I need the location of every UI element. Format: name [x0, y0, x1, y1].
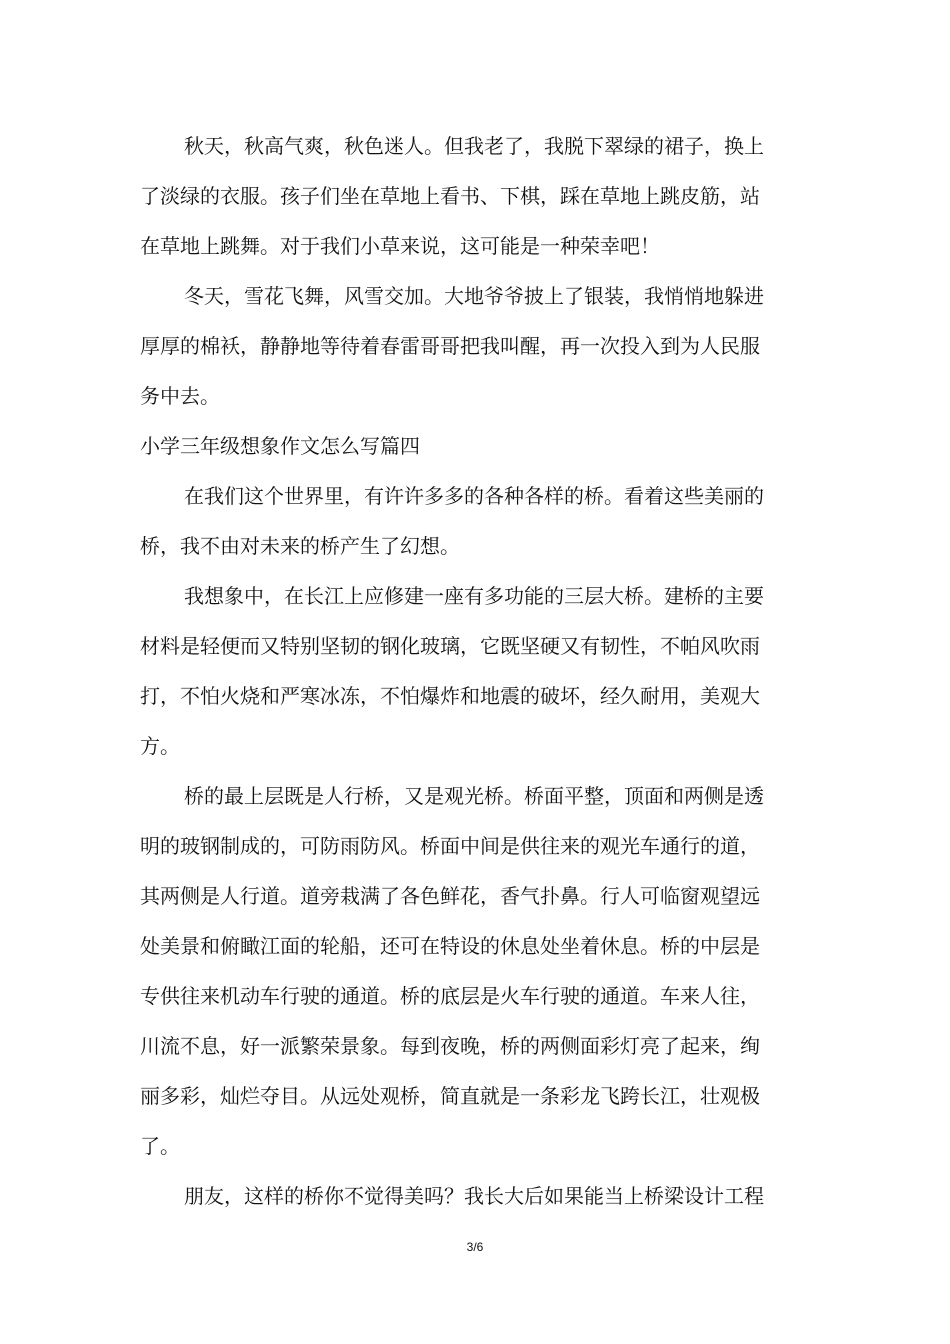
paragraph-line: 务中去。 — [140, 384, 220, 408]
paragraph-line: 丽多彩，灿烂夺目。从远处观桥，简直就是一条彩龙飞跨长江，壮观极 — [140, 1084, 760, 1108]
paragraph-line: 桥的最上层既是人行桥，又是观光桥。桥面平整，顶面和两侧是透 — [184, 784, 764, 808]
paragraph-line: 冬天，雪花飞舞，风雪交加。大地爷爷披上了银装，我悄悄地躲进 — [184, 284, 764, 308]
paragraph-line: 厚厚的棉袄，静静地等待着春雷哥哥把我叫醒，再一次投入到为人民服 — [140, 334, 760, 358]
paragraph-line: 在草地上跳舞。对于我们小草来说，这可能是一种荣幸吧！ — [140, 234, 660, 258]
section-heading: 小学三年级想象作文怎么写篇四 — [140, 434, 420, 458]
paragraph-line: 秋天，秋高气爽，秋色迷人。但我老了，我脱下翠绿的裙子，换上 — [184, 134, 764, 158]
document-body — [140, 121, 805, 1221]
paragraph-line: 川流不息，好一派繁荣景象。每到夜晚，桥的两侧面彩灯亮了起来，绚 — [140, 1034, 760, 1058]
paragraph-line: 处美景和俯瞰江面的轮船，还可在特设的休息处坐着休息。桥的中层是 — [140, 934, 760, 958]
paragraph-line: 专供往来机动车行驶的通道。桥的底层是火车行驶的通道。车来人往， — [140, 984, 760, 1008]
paragraph-line: 我想象中，在长江上应修建一座有多功能的三层大桥。建桥的主要 — [184, 584, 764, 608]
paragraph-line: 方。 — [140, 734, 180, 758]
paragraph-line: 打，不怕火烧和严寒冰冻，不怕爆炸和地震的破坏，经久耐用，美观大 — [140, 684, 760, 708]
paragraph-line: 其两侧是人行道。道旁栽满了各色鲜花，香气扑鼻。行人可临窗观望远 — [140, 884, 760, 908]
paragraph-line: 材料是轻便而又特别坚韧的钢化玻璃，它既坚硬又有韧性，不帕风吹雨 — [140, 634, 760, 658]
paragraph-line: 了。 — [140, 1134, 180, 1158]
paragraph-line: 明的玻钢制成的，可防雨防风。桥面中间是供往来的观光车通行的道， — [140, 834, 760, 858]
paragraph-line: 朋友，这样的桥你不觉得美吗？我长大后如果能当上桥梁设计工程 — [184, 1184, 764, 1208]
page-number: 3/6 — [466, 1240, 484, 1254]
paragraph-line: 了淡绿的衣服。孩子们坐在草地上看书、下棋，踩在草地上跳皮筋，站 — [140, 184, 760, 208]
paragraph-line: 在我们这个世界里，有许许多多的各种各样的桥。看着这些美丽的 — [184, 484, 764, 508]
paragraph-line: 桥，我不由对未来的桥产生了幻想。 — [140, 534, 460, 558]
